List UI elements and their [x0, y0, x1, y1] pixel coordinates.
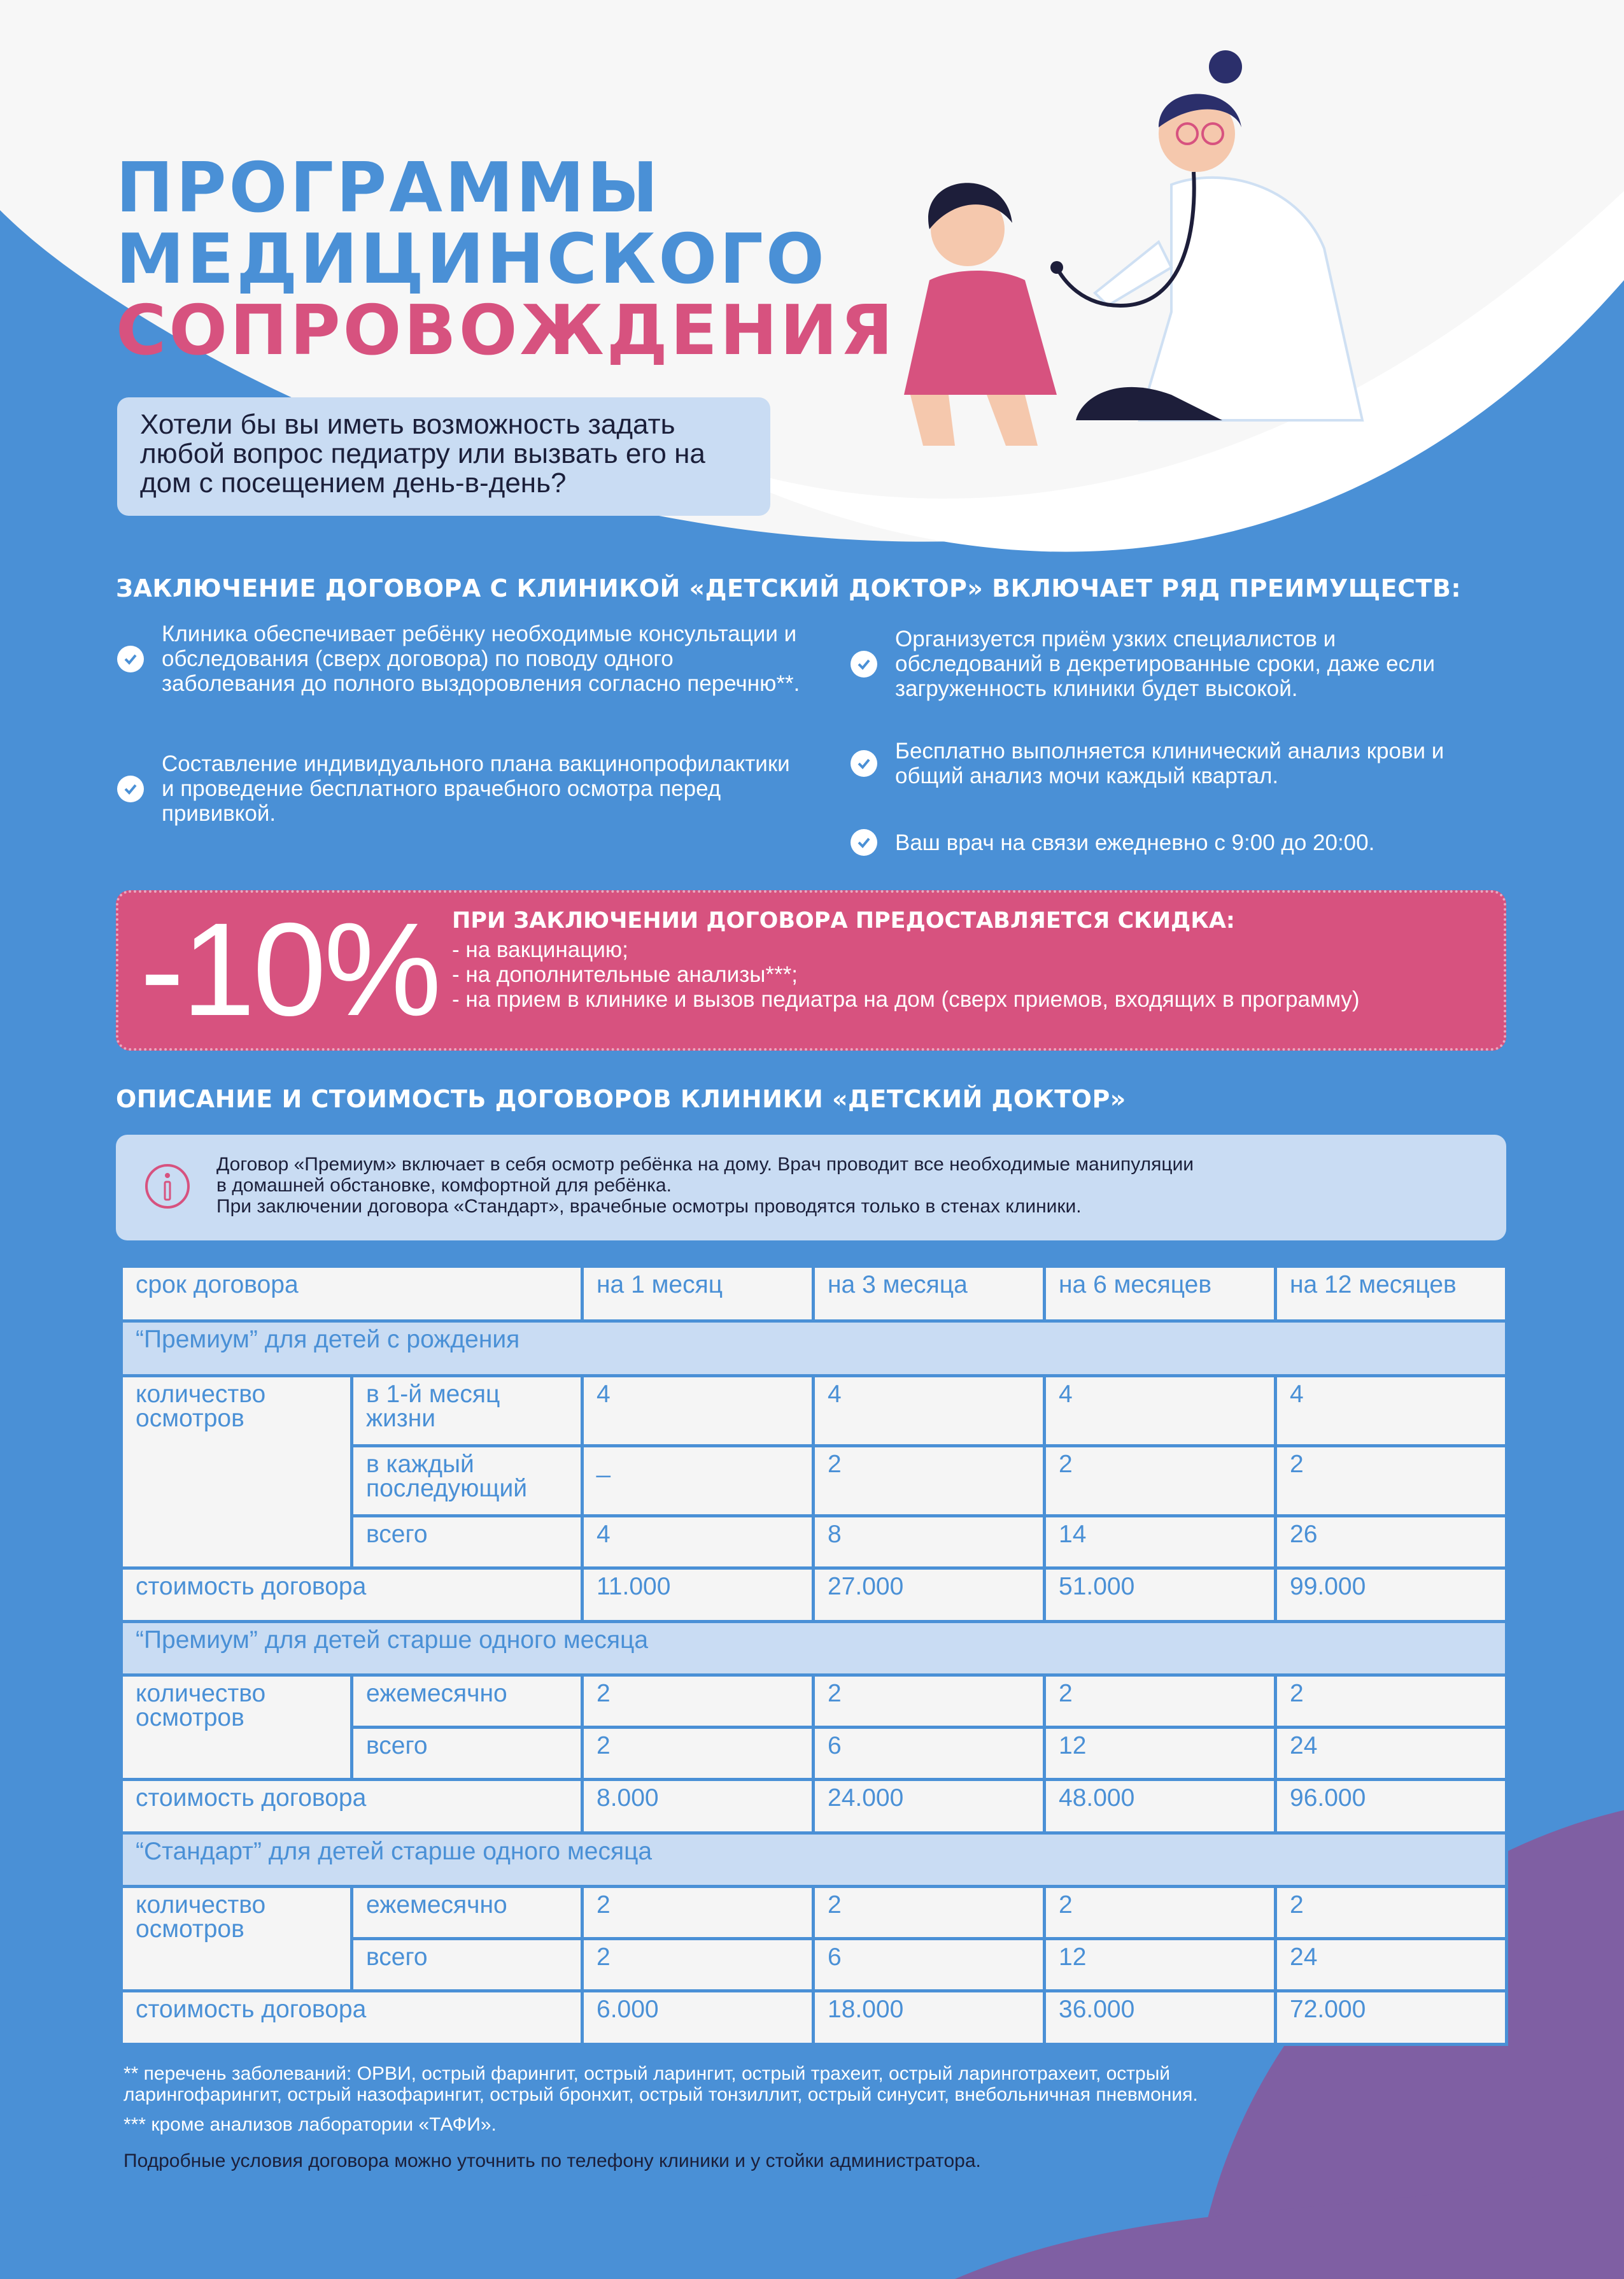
- value-cell: 2: [814, 1675, 1045, 1728]
- cost-row: [122, 1991, 1507, 2045]
- table-row: [122, 1675, 1507, 1728]
- cost-label-cell: стоимость договора: [122, 1568, 583, 1622]
- group-label-cell: количество осмотров: [122, 1376, 352, 1568]
- value-cell: 12: [1045, 1728, 1276, 1780]
- benefit-text: Бесплатно выполняется клинический анализ крови и общий анализ мочи каждый квартал.: [895, 739, 1444, 788]
- cost-cell: 99.000: [1276, 1568, 1507, 1622]
- value-cell: 26: [1276, 1516, 1507, 1568]
- section-title: “Премиум” для детей старше одного месяца: [122, 1622, 1507, 1675]
- row-label-cell: всего: [352, 1939, 583, 1991]
- cost-cell: 6.000: [583, 1991, 814, 2045]
- check-icon: [851, 651, 877, 678]
- value-cell: 8: [814, 1516, 1045, 1568]
- discount-percent: -10%: [140, 896, 439, 1044]
- section-row: [122, 1321, 1507, 1376]
- benefit-text: Ваш врач на связи ежедневно с 9:00 до 20:00.: [895, 830, 1375, 855]
- value-cell: 4: [583, 1376, 814, 1446]
- footnote-lab: *** кроме анализов лаборатории «ТАФИ».: [124, 2114, 497, 2135]
- info-icon: [144, 1163, 191, 1210]
- section-title: “Премиум” для детей с рождения: [122, 1321, 1507, 1376]
- info-line: в домашней обстановке, комфортной для ребёнка.: [216, 1175, 672, 1196]
- cost-cell: 24.000: [814, 1780, 1045, 1833]
- cost-cell: 27.000: [814, 1568, 1045, 1622]
- check-icon: [117, 646, 144, 672]
- benefit-text: Составление индивидуального плана вакцинопрофилактики и проведение бесплатного врачебного осмотра перед прививкой.: [162, 751, 790, 826]
- cost-cell: 11.000: [583, 1568, 814, 1622]
- footnote-diseases: ** перечень заболеваний: ОРВИ, острый фарингит, острый ларингит, острый трахеит, острый ларинготрахеит, острый: [124, 2063, 1171, 2084]
- value-cell: 2: [1045, 1887, 1276, 1939]
- value-cell: 12: [1045, 1939, 1276, 1991]
- value-cell: 2: [814, 1446, 1045, 1516]
- row-label-cell: ежемесячно: [352, 1887, 583, 1939]
- footnotes: [124, 2063, 1524, 2171]
- discount-item: - на дополнительные анализы***;: [452, 962, 798, 987]
- value-cell: 2: [1276, 1887, 1507, 1939]
- title-line-2: МЕДИЦИНСКОГО: [116, 220, 827, 299]
- benefits-heading: ЗАКЛЮЧЕНИЕ ДОГОВОРА С КЛИНИКОЙ «ДЕТСКИЙ ДОКТОР» ВКЛЮЧАЕТ РЯД ПРЕИМУЩЕСТВ:: [116, 574, 1462, 602]
- table-row: [122, 1887, 1507, 1939]
- period-cell: на 3 месяца: [814, 1267, 1045, 1321]
- info-text: [216, 1154, 1477, 1217]
- doctor-child-illustration: [840, 38, 1413, 458]
- cost-cell: 8.000: [583, 1780, 814, 1833]
- cost-row: [122, 1568, 1507, 1622]
- benefit-text: Клиника обеспечивает ребёнку необходимые консультации и обследования (сверх договора) по поводу одного заболевания до полного выздоровления согласно перечню**.: [162, 621, 800, 696]
- section-row: [122, 1622, 1507, 1675]
- check-icon: [851, 829, 877, 856]
- value-cell: 2: [583, 1675, 814, 1728]
- info-line: Договор «Премиум» включает в себя осмотр ребёнка на дому. Врач проводит все необходимые манипуляции: [216, 1154, 1194, 1175]
- value-cell: 24: [1276, 1728, 1507, 1780]
- benefit-text: Организуется приём узких специалистов и обследований в декретированные сроки, даже если загруженность клиники будет высокой.: [895, 627, 1436, 701]
- table-row: [122, 1376, 1507, 1446]
- row-label-cell: всего: [352, 1516, 583, 1568]
- value-cell: 14: [1045, 1516, 1276, 1568]
- title-line-1: ПРОГРАММЫ: [116, 148, 661, 228]
- intro-box: [117, 397, 770, 516]
- benefit-item: [117, 621, 805, 696]
- title-line-3: СОПРОВОЖДЕНИЯ: [116, 291, 896, 371]
- cost-row: [122, 1780, 1507, 1833]
- cost-label-cell: стоимость договора: [122, 1780, 583, 1833]
- discount-banner: [116, 890, 1506, 1051]
- value-cell: _: [583, 1446, 814, 1516]
- period-cell: на 1 месяц: [583, 1267, 814, 1321]
- price-table: [120, 1265, 1508, 2046]
- benefit-item: [851, 739, 1487, 788]
- header-label-cell: срок договора: [122, 1267, 583, 1321]
- contracts-heading: ОПИСАНИЕ И СТОИМОСТЬ ДОГОВОРОВ КЛИНИКИ «ДЕТСКИЙ ДОКТОР»: [116, 1085, 1126, 1113]
- period-cell: на 12 месяцев: [1276, 1267, 1507, 1321]
- value-cell: 4: [814, 1376, 1045, 1446]
- discount-heading: ПРИ ЗАКЛЮЧЕНИИ ДОГОВОРА ПРЕДОСТАВЛЯЕТСЯ СКИДКА:: [452, 908, 1235, 934]
- check-icon: [117, 776, 144, 802]
- cost-label-cell: стоимость договора: [122, 1991, 583, 2045]
- value-cell: 4: [1045, 1376, 1276, 1446]
- benefit-item: [117, 751, 805, 826]
- group-label-cell: количество осмотров: [122, 1887, 352, 1991]
- page-title: [116, 148, 896, 371]
- benefit-item: [851, 829, 1487, 856]
- intro-text: Хотели бы вы иметь возможность задать любой вопрос педиатру или вызвать его на дом с посещением день-в-день?: [140, 409, 705, 499]
- row-label-cell: всего: [352, 1728, 583, 1780]
- info-line: При заключении договора «Стандарт», врачебные осмотры проводятся только в стенах клиники.: [216, 1196, 1082, 1217]
- cost-cell: 96.000: [1276, 1780, 1507, 1833]
- group-label-cell: количество осмотров: [122, 1675, 352, 1780]
- info-box: [116, 1135, 1506, 1240]
- value-cell: 6: [814, 1728, 1045, 1780]
- check-icon: [851, 750, 877, 777]
- value-cell: 2: [583, 1939, 814, 1991]
- value-cell: 2: [814, 1887, 1045, 1939]
- value-cell: 4: [583, 1516, 814, 1568]
- value-cell: 2: [1276, 1446, 1507, 1516]
- discount-list: [452, 937, 1471, 1012]
- discount-item: - на прием в клинике и вызов педиатра на дом (сверх приемов, входящих в программу): [452, 987, 1360, 1012]
- value-cell: 2: [1276, 1675, 1507, 1728]
- value-cell: 2: [583, 1887, 814, 1939]
- period-cell: на 6 месяцев: [1045, 1267, 1276, 1321]
- discount-item: - на вакцинацию;: [452, 937, 628, 962]
- row-label-cell: в каждый последующий: [352, 1446, 583, 1516]
- value-cell: 2: [1045, 1675, 1276, 1728]
- footnote-details: Подробные условия договора можно уточнить по телефону клиники и у стойки администратора.: [124, 2150, 981, 2171]
- value-cell: 24: [1276, 1939, 1507, 1991]
- cost-cell: 18.000: [814, 1991, 1045, 2045]
- value-cell: 4: [1276, 1376, 1507, 1446]
- cost-cell: 72.000: [1276, 1991, 1507, 2045]
- section-row: [122, 1833, 1507, 1887]
- value-cell: 2: [583, 1728, 814, 1780]
- table-header-row: [122, 1267, 1507, 1321]
- row-label-cell: ежемесячно: [352, 1675, 583, 1728]
- cost-cell: 36.000: [1045, 1991, 1276, 2045]
- benefit-item: [851, 627, 1487, 701]
- footnote-diseases-cont: ларингофарингит, острый назофарингит, острый бронхит, острый тонзиллит, острый синусит, внебольничная пневмония.: [124, 2084, 1198, 2105]
- cost-cell: 51.000: [1045, 1568, 1276, 1622]
- row-label-cell: в 1-й месяц жизни: [352, 1376, 583, 1446]
- cost-cell: 48.000: [1045, 1780, 1276, 1833]
- section-title: “Стандарт” для детей старше одного месяца: [122, 1833, 1507, 1887]
- value-cell: 6: [814, 1939, 1045, 1991]
- value-cell: 2: [1045, 1446, 1276, 1516]
